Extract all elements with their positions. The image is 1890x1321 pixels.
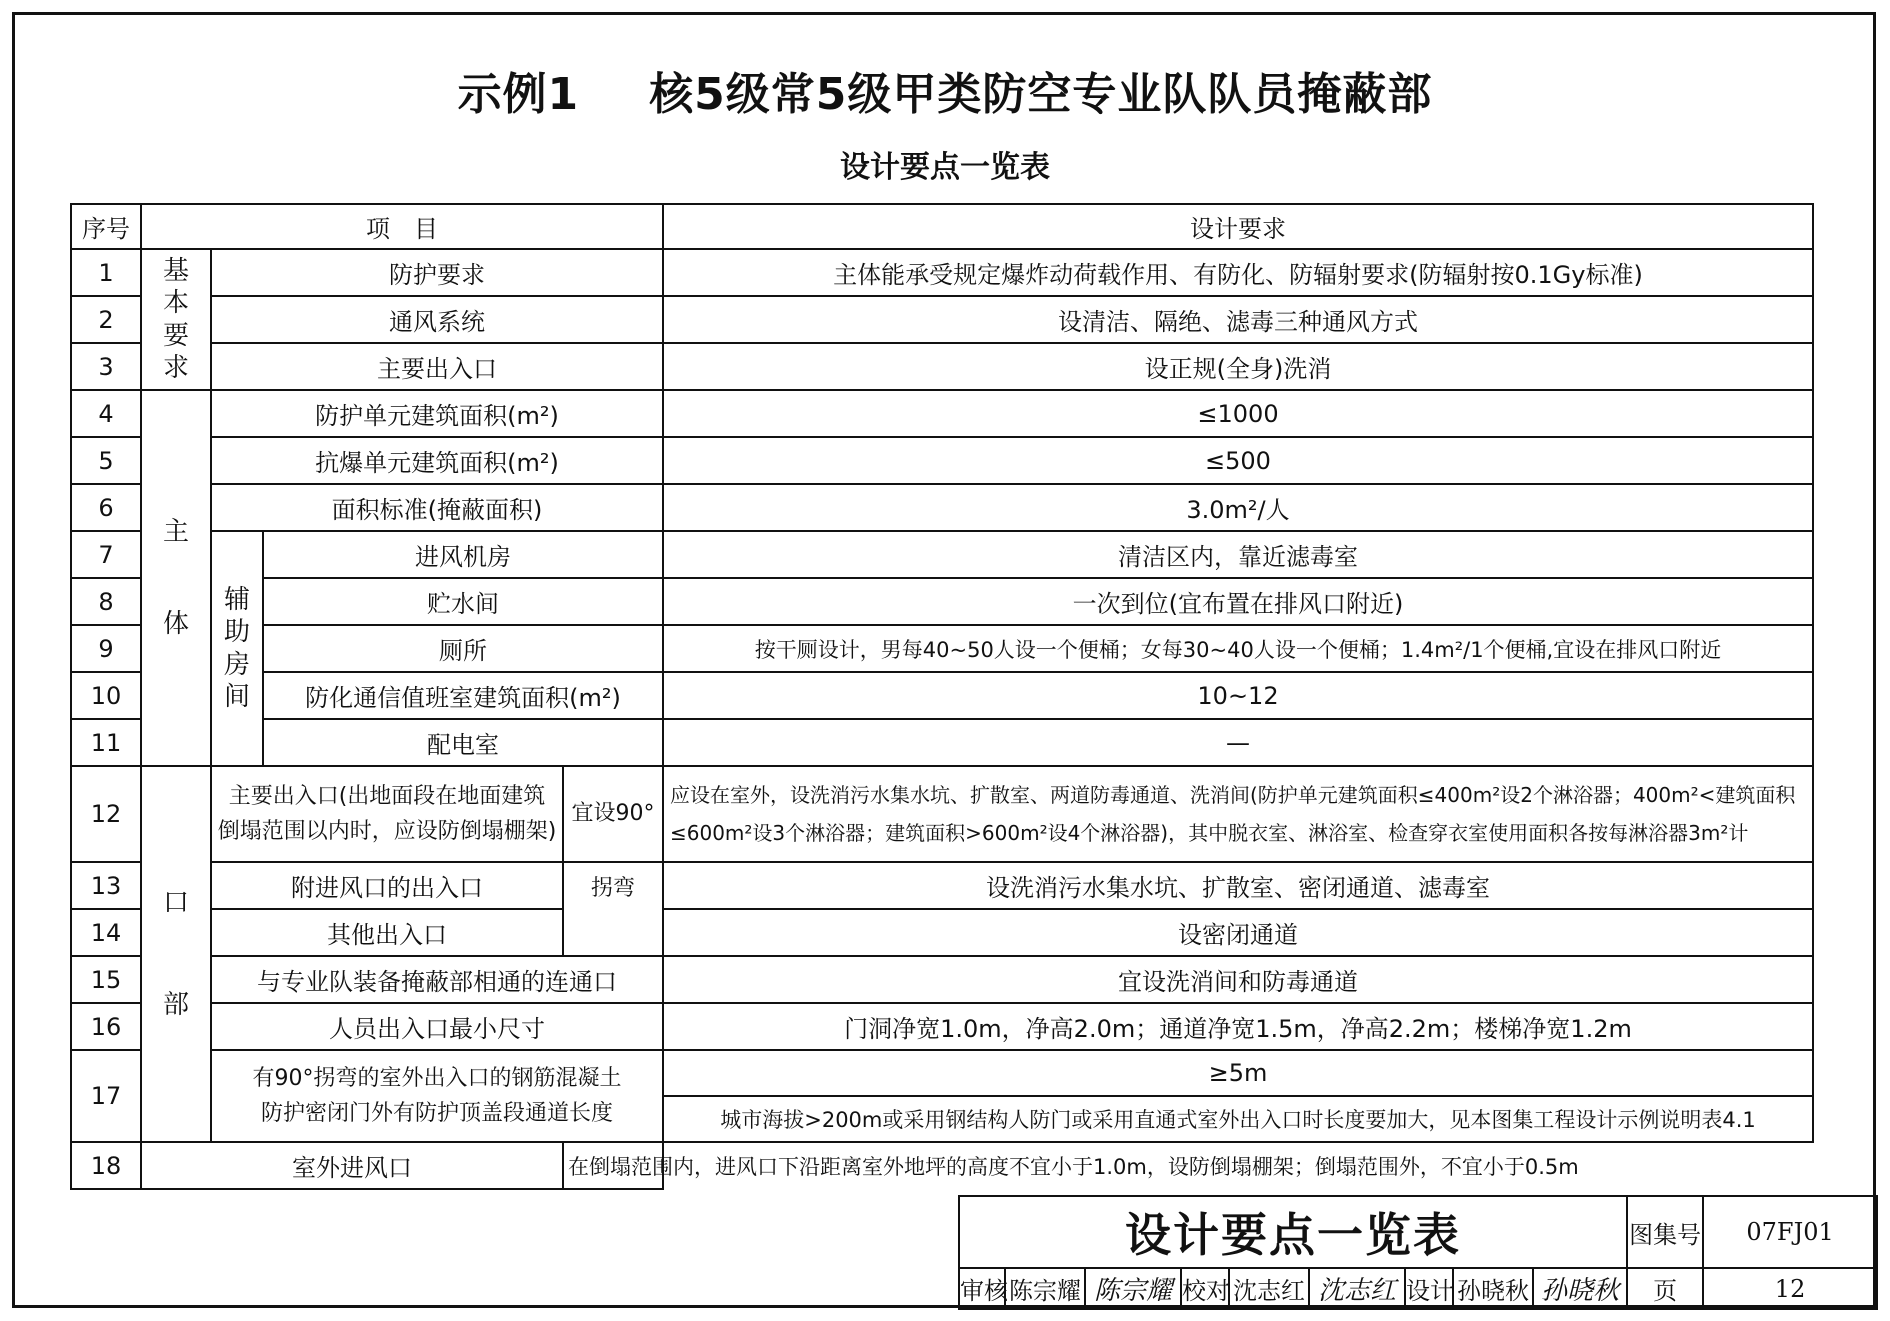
table-row bbox=[71, 249, 1813, 296]
table-row bbox=[71, 437, 1813, 484]
item-line: 有90°拐弯的室外出入口的钢筋混凝土 bbox=[252, 1065, 622, 1091]
row-no: 17 bbox=[71, 1050, 141, 1142]
group-spacer bbox=[142, 548, 210, 608]
row-no: 3 bbox=[71, 343, 141, 390]
row-no: 7 bbox=[71, 531, 141, 578]
design-points-table bbox=[70, 203, 1814, 1190]
row-item bbox=[211, 766, 563, 862]
header-req: 设计要求 bbox=[663, 204, 1813, 249]
table-subtitle: 设计要点一览表 bbox=[840, 150, 1050, 185]
row-no: 13 bbox=[71, 862, 141, 909]
group-char: 本 bbox=[162, 288, 189, 318]
reviewer-name: 陈宗耀 bbox=[1005, 1268, 1085, 1309]
table-row bbox=[71, 1050, 1813, 1096]
row-no: 14 bbox=[71, 909, 141, 956]
row-no: 12 bbox=[71, 766, 141, 862]
table-row bbox=[71, 909, 1813, 956]
row-req: 设密闭通道 bbox=[663, 909, 1813, 956]
row-item: 防护单元建筑面积(m²) bbox=[211, 390, 663, 437]
row-req: 3.0m²/人 bbox=[663, 484, 1813, 531]
row-req: 10~12 bbox=[663, 672, 1813, 719]
table-header-row bbox=[71, 204, 1813, 249]
row-item: 与专业队装备掩蔽部相通的连通口 bbox=[211, 956, 663, 1003]
row-item bbox=[211, 1050, 663, 1142]
page-label: 页 bbox=[1627, 1268, 1703, 1309]
design-label: 设计 bbox=[1405, 1268, 1453, 1309]
row-req-note: 城市海拔>200m或采用钢结构人防门或采用直通式室外出入口时长度要加大，见本图集工程设计示例说明表4.1 bbox=[663, 1096, 1813, 1142]
table-row bbox=[71, 1142, 1813, 1189]
table-row bbox=[71, 1003, 1813, 1050]
row-item: 抗爆单元建筑面积(m²) bbox=[211, 437, 663, 484]
check-label: 校对 bbox=[1181, 1268, 1229, 1309]
bend-note bbox=[563, 766, 663, 862]
row-no: 4 bbox=[71, 390, 141, 437]
row-no: 5 bbox=[71, 437, 141, 484]
group-char: 主 bbox=[162, 516, 189, 547]
group-char: 基 bbox=[162, 255, 189, 286]
bend-note-line: 宜设90° bbox=[571, 800, 655, 826]
req-line: ≤600m²设3个淋浴器；建筑面积>600m²设4个淋浴器)，其中脱衣室、淋浴室、检查穿衣室使用面积各按每淋浴器3m²计 bbox=[670, 821, 1749, 845]
group-spacer bbox=[142, 919, 210, 989]
row-no: 6 bbox=[71, 484, 141, 531]
row-req bbox=[663, 766, 1813, 862]
table-row bbox=[71, 296, 1813, 343]
reviewer-signature: 陈宗耀 bbox=[1085, 1268, 1181, 1309]
row-no: 16 bbox=[71, 1003, 141, 1050]
table-row bbox=[71, 343, 1813, 390]
row-no: 2 bbox=[71, 296, 141, 343]
group-char: 口 bbox=[162, 887, 189, 918]
page-number: 12 bbox=[1703, 1268, 1877, 1309]
designer-signature: 孙晓秋 bbox=[1533, 1268, 1627, 1309]
title-block bbox=[958, 1195, 1878, 1310]
atlas-label: 图集号 bbox=[1627, 1196, 1703, 1268]
group-char: 部 bbox=[162, 990, 189, 1020]
row-req: 在倒塌范围内，进风口下沿距离室外地坪的高度不宜小于1.0m，设防倒塌棚架；倒塌范围外，不宜小于0.5m bbox=[563, 1142, 663, 1189]
table-row bbox=[71, 484, 1813, 531]
group-char: 助 bbox=[223, 617, 250, 647]
designer-name: 孙晓秋 bbox=[1453, 1268, 1533, 1309]
group-char: 要 bbox=[162, 320, 189, 351]
table-row bbox=[71, 766, 1813, 862]
row-req: ≤1000 bbox=[663, 390, 1813, 437]
row-no: 9 bbox=[71, 625, 141, 672]
title-text: 核5级常5级甲类防空专业队队员掩蔽部 bbox=[649, 69, 1433, 120]
header-no: 序号 bbox=[71, 204, 141, 249]
row-item: 人员出入口最小尺寸 bbox=[211, 1003, 663, 1050]
row-req: 主体能承受规定爆炸动荷载作用、有防化、防辐射要求(防辐射按0.1Gy标准) bbox=[663, 249, 1813, 296]
group-entry bbox=[141, 766, 211, 1142]
row-req: 一次到位(宜布置在排风口附近) bbox=[663, 578, 1813, 625]
row-item: 配电室 bbox=[263, 719, 663, 766]
item-line: 主要出入口(出地面段在地面建筑 bbox=[228, 783, 546, 809]
row-no: 11 bbox=[71, 719, 141, 766]
checker-signature: 沈志红 bbox=[1309, 1268, 1405, 1309]
atlas-no: 07FJ01 bbox=[1703, 1196, 1877, 1268]
req-line: 应设在室外，设洗消污水集水坑、扩散室、两道防毒通道、洗消间(防护单元建筑面积≤400m²设2个淋浴器；400m²<建筑面积 bbox=[670, 783, 1796, 807]
table-row bbox=[71, 862, 1813, 909]
row-no: 10 bbox=[71, 672, 141, 719]
table-row bbox=[71, 672, 1813, 719]
drawing-title: 设计要点一览表 bbox=[959, 1196, 1627, 1268]
row-item: 通风系统 bbox=[211, 296, 663, 343]
row-req: 清洁区内，靠近滤毒室 bbox=[663, 531, 1813, 578]
example-label: 示例1 bbox=[457, 69, 580, 120]
item-line: 防护密闭门外有防护顶盖段通道长度 bbox=[260, 1101, 613, 1126]
row-req: — bbox=[663, 719, 1813, 766]
row-item: 其他出入口 bbox=[211, 909, 563, 956]
row-item: 贮水间 bbox=[263, 578, 663, 625]
header-item: 项 目 bbox=[141, 204, 663, 249]
group-char: 求 bbox=[162, 353, 189, 383]
table-row bbox=[71, 531, 1813, 578]
row-no: 18 bbox=[71, 1142, 141, 1189]
row-req: ≥5m bbox=[663, 1050, 1813, 1096]
row-no: 1 bbox=[71, 249, 141, 296]
item-line: 倒塌范围以内时，应设防倒塌棚架) bbox=[217, 819, 557, 844]
row-req: 设清洁、隔绝、滤毒三种通风方式 bbox=[663, 296, 1813, 343]
group-char: 间 bbox=[223, 682, 250, 712]
table-row bbox=[71, 578, 1813, 625]
page-title bbox=[0, 58, 1890, 122]
row-no: 8 bbox=[71, 578, 141, 625]
review-label: 审核 bbox=[959, 1268, 1005, 1309]
bend-note-cont bbox=[563, 862, 663, 956]
row-req: ≤500 bbox=[663, 437, 1813, 484]
row-item: 室外进风口 bbox=[141, 1142, 563, 1189]
table-row bbox=[71, 625, 1813, 672]
row-item: 防化通信值班室建筑面积(m²) bbox=[263, 672, 663, 719]
row-item: 面积标准(掩蔽面积) bbox=[211, 484, 663, 531]
row-item: 厕所 bbox=[263, 625, 663, 672]
row-req: 宜设洗消间和防毒通道 bbox=[663, 956, 1813, 1003]
group-basic bbox=[141, 249, 211, 390]
row-item: 主要出入口 bbox=[211, 343, 663, 390]
table-row bbox=[71, 390, 1813, 437]
row-req: 门洞净宽1.0m，净高2.0m；通道净宽1.5m，净高2.2m；楼梯净宽1.2m bbox=[663, 1003, 1813, 1050]
row-req: 设正规(全身)洗消 bbox=[663, 343, 1813, 390]
row-req: 按干厕设计，男每40~50人设一个便桶；女每30~40人设一个便桶；1.4m²/1个便桶,宜设在排风口附近 bbox=[663, 625, 1813, 672]
row-item: 防护要求 bbox=[211, 249, 663, 296]
row-no: 15 bbox=[71, 956, 141, 1003]
checker-name: 沈志红 bbox=[1229, 1268, 1309, 1309]
row-item: 进风机房 bbox=[263, 531, 663, 578]
table-row bbox=[71, 719, 1813, 766]
group-body bbox=[141, 390, 211, 766]
row-item: 附进风口的出入口 bbox=[211, 862, 563, 909]
group-char: 辅 bbox=[223, 584, 250, 615]
row-req: 设洗消污水集水坑、扩散室、密闭通道、滤毒室 bbox=[663, 862, 1813, 909]
bend-note-line: 拐弯 bbox=[590, 876, 635, 901]
table-row bbox=[71, 956, 1813, 1003]
group-aux bbox=[211, 531, 263, 766]
group-char: 房 bbox=[223, 649, 250, 680]
group-char: 体 bbox=[162, 609, 189, 639]
